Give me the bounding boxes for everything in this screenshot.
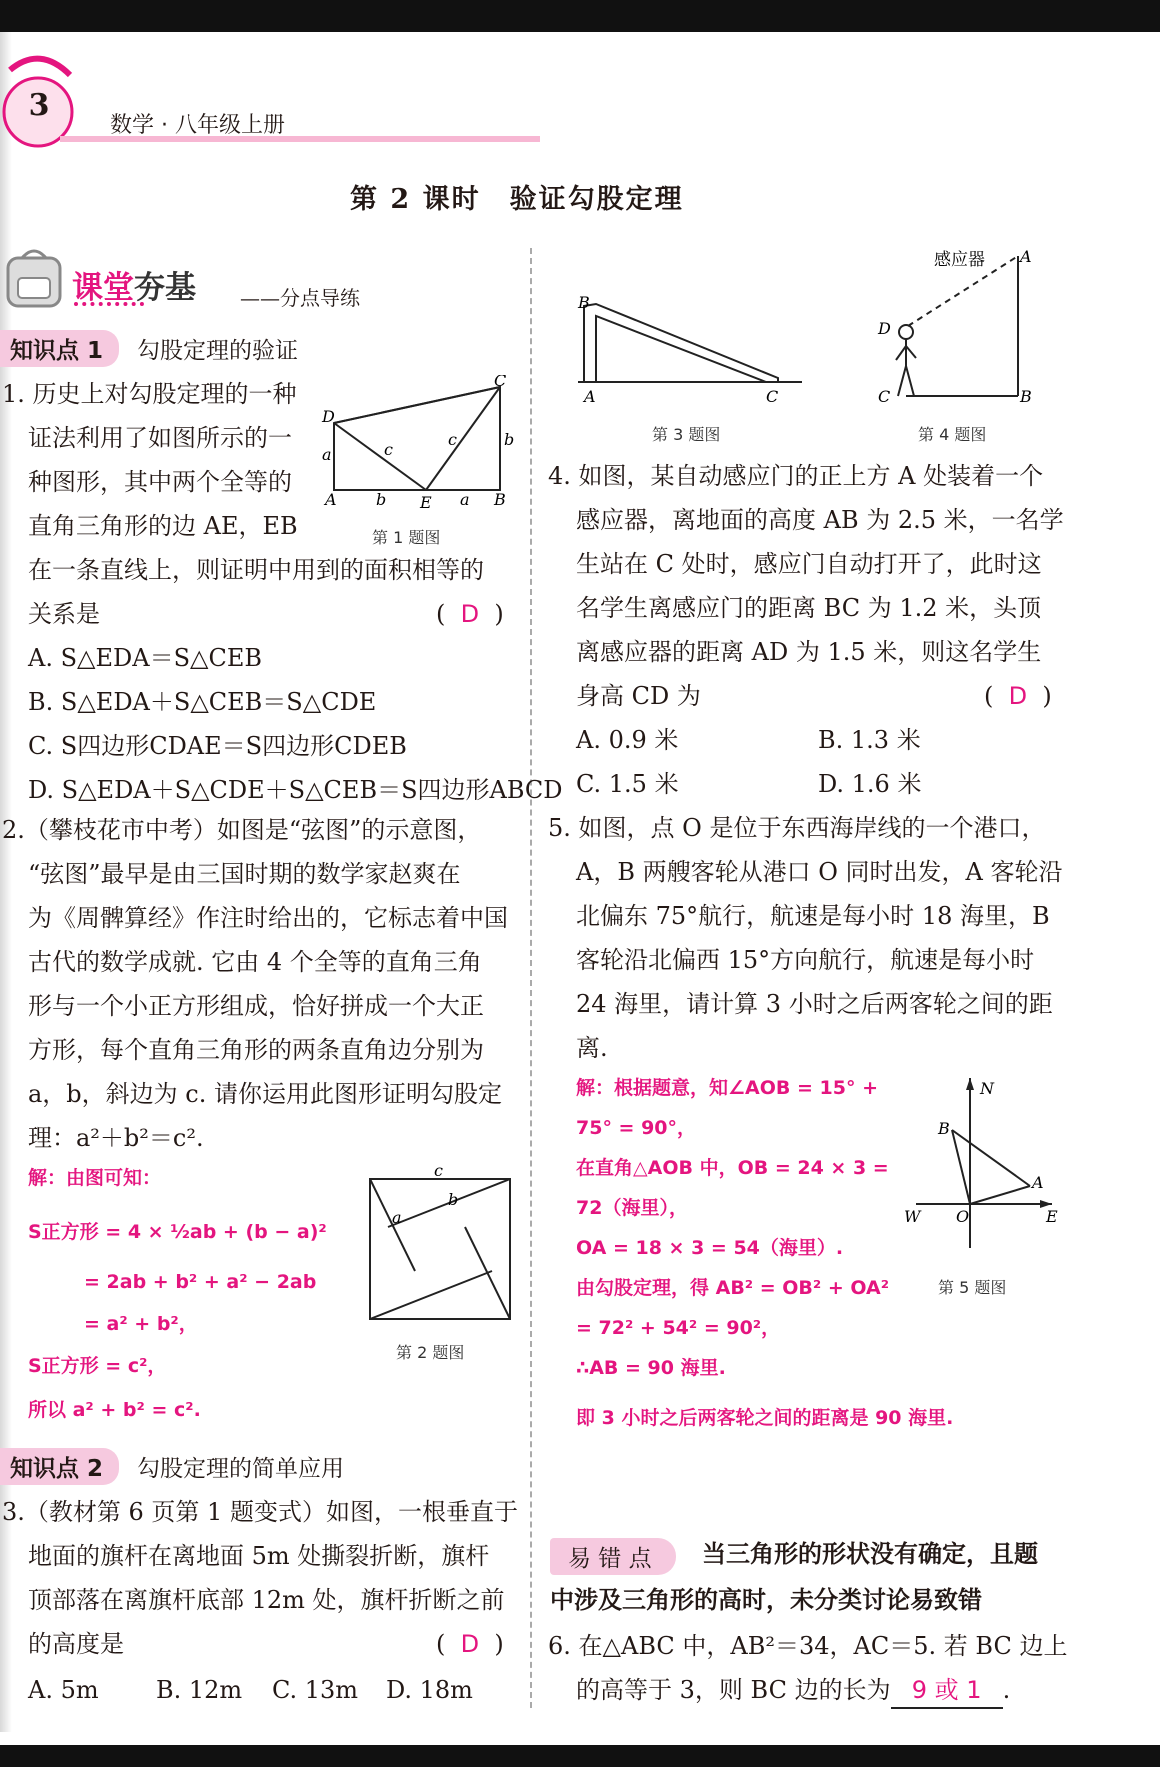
top-bar xyxy=(0,0,1160,32)
q1-option-c: C. S四边形CDAE＝S四边形CDEB xyxy=(28,732,407,760)
kp1-heading: 知识点 1 勾股定理的验证 xyxy=(0,330,298,367)
q5-caption: 第 5 题图 xyxy=(938,1278,1007,1297)
fig4-label-D: D xyxy=(878,319,891,338)
q5-line-5: 24 海里，请计算 3 小时之后两客轮之间的距 xyxy=(576,990,1053,1018)
q4-line-6: 身高 CD 为 xyxy=(576,682,701,710)
fig2-label-a: a xyxy=(392,1208,402,1227)
fig2-label-c: c xyxy=(434,1165,443,1180)
q2-solution-3: = 2ab + b² + a² − 2ab xyxy=(84,1271,317,1293)
q6-answer: 9 或 1 xyxy=(891,1673,1003,1709)
figure-2 xyxy=(362,1165,520,1325)
q4-line-1: 4. 如图，某自动感应门的正上方 A 处装着一个 xyxy=(548,462,1044,490)
fig1-label-a2: a xyxy=(460,490,470,509)
q2-solution-4: = a² + b²， xyxy=(84,1313,198,1335)
q2-line-4: 古代的数学成就. 它由 4 个全等的直角三角 xyxy=(28,948,482,976)
fig1-label-B: B xyxy=(494,490,506,509)
fig1-label-D: D xyxy=(322,407,335,426)
q6-line-2: 的高等于 3，则 BC 边的长为 9 或 1 . xyxy=(576,1668,1010,1712)
lesson-title: 第 2 课时 验证勾股定理 xyxy=(350,184,684,215)
q5-solution-8: ∴AB = 90 海里. xyxy=(576,1357,726,1379)
fig3-label-C: C xyxy=(766,387,779,406)
fig1-label-b2: b xyxy=(504,430,515,449)
q2-caption: 第 2 题图 xyxy=(396,1343,465,1362)
q5-line-3: 北偏东 75°航行，航速是每小时 18 海里，B xyxy=(576,902,1050,930)
error-point-text-2: 中涉及三角形的高时，未分类讨论易致错 xyxy=(550,1586,982,1614)
q1-option-d: D. S△EDA＋S△CDE＋S△CEB＝S四边形ABCD xyxy=(28,776,563,804)
q1-caption: 第 1 题图 xyxy=(372,528,441,547)
q2-line-5: 形与一个小正方形组成，恰好拼成一个大正 xyxy=(28,992,484,1020)
error-point-text-1: 当三角形的形状没有确定，且题 xyxy=(702,1540,1038,1568)
fig1-label-C: C xyxy=(494,375,507,390)
q1-option-b: B. S△EDA＋S△CEB＝S△CDE xyxy=(28,688,377,716)
q3-option-b: B. 12m xyxy=(156,1676,243,1704)
q5-solution-9: 即 3 小时之后两客轮之间的距离是 90 海里. xyxy=(576,1407,954,1429)
q4-line-5: 离感应器的距离 AD 为 1.5 米，则这名学生 xyxy=(576,638,1042,666)
fig1-label-A: A xyxy=(325,490,337,509)
q6-line-1: 6. 在△ABC 中，AB²＝34，AC＝5. 若 BC 边上 xyxy=(548,1632,1068,1660)
fig5-label-N: N xyxy=(980,1079,994,1098)
q1-option-a: A. S△EDA＝S△CEB xyxy=(28,644,262,672)
q3-option-d: D. 18m xyxy=(386,1676,473,1704)
q1-line-4: 直角三角形的边 AE，EB xyxy=(28,512,298,540)
column-divider xyxy=(530,248,532,1708)
error-point-badge: 易 错 点 xyxy=(550,1538,676,1575)
q2-solution-6: 所以 a² + b² = c². xyxy=(28,1399,201,1421)
q5-solution-2: 75° = 90°， xyxy=(576,1117,697,1139)
fig4-label-A: A xyxy=(1020,247,1032,266)
fig4-label-B: B xyxy=(1020,387,1032,406)
fig4-label-C: C xyxy=(878,387,891,406)
q3-line-1: 3.（教材第 6 页第 1 题变式）如图，一根垂直于 xyxy=(2,1498,518,1526)
q4-option-a: A. 0.9 米 xyxy=(576,726,679,754)
q2-solution-5: S正方形 = c²， xyxy=(28,1355,167,1377)
q3-option-a: A. 5m xyxy=(28,1676,99,1704)
section-subtitle: ——分点导练 xyxy=(240,286,360,310)
q2-line-1: 2.（攀枝花市中考）如图是“弦图”的示意图， xyxy=(2,816,482,844)
q1-line-2: 证法利用了如图所示的一 xyxy=(28,424,292,452)
fig4-label-sensor: 感应器 xyxy=(934,250,985,270)
q5-solution-3: 在直角△AOB 中，OB = 24 × 3 = xyxy=(576,1157,889,1179)
backpack-icon xyxy=(2,248,66,310)
fig5-label-E: E xyxy=(1046,1207,1058,1226)
figure-5 xyxy=(900,1070,1060,1260)
q1-line-5: 在一条直线上，则证明中用到的面积相等的 xyxy=(28,556,484,584)
q3-line-3: 顶部落在离旗杆底部 12m 处，旗杆折断之前 xyxy=(28,1586,505,1614)
q5-line-6: 离. xyxy=(576,1034,608,1062)
fig5-label-B: B xyxy=(938,1119,950,1138)
q5-line-4: 客轮沿北偏西 15°方向航行，航速是每小时 xyxy=(576,946,1035,974)
q2-line-8: 理：a²＋b²＝c². xyxy=(28,1124,204,1152)
q4-option-c: C. 1.5 米 xyxy=(576,770,679,798)
q3-caption: 第 3 题图 xyxy=(652,425,721,444)
q1-line-6: 关系是 xyxy=(28,600,100,628)
q3-line-2: 地面的旗杆在离地面 5m 处撕裂折断，旗杆 xyxy=(28,1542,490,1570)
q2-line-6: 方形，每个直角三角形的两条直角边分别为 xyxy=(28,1036,484,1064)
q3-line-4: 的高度是 xyxy=(28,1630,124,1658)
q4-answer: ( D ) xyxy=(984,682,1052,710)
fig5-label-W: W xyxy=(904,1207,921,1226)
bottom-bar xyxy=(0,1745,1160,1767)
book-title: 数学 · 八年级上册 xyxy=(110,113,285,138)
q4-line-4: 名学生离感应门的距离 BC 为 1.2 米，头顶 xyxy=(576,594,1042,622)
q5-solution-5: OA = 18 × 3 = 54（海里）. xyxy=(576,1237,844,1259)
fig3-label-A: A xyxy=(584,387,596,406)
q2-line-2: “弦图”最早是由三国时期的数学家赵爽在 xyxy=(28,860,461,888)
q2-solution-2: S正方形 = 4 × ½ab + (b − a)² xyxy=(28,1221,327,1243)
q2-solution-1: 解：由图可知： xyxy=(28,1167,162,1189)
fig2-label-b: b xyxy=(448,1190,459,1209)
section-title: 课堂夯基 xyxy=(72,270,196,306)
fig1-label-c1: c xyxy=(384,440,393,459)
q2-line-3: 为《周髀算经》作注时给出的，它标志着中国 xyxy=(28,904,508,932)
fig1-label-c2: c xyxy=(448,430,457,449)
q5-solution-4: 72（海里）， xyxy=(576,1197,688,1219)
q4-caption: 第 4 题图 xyxy=(918,425,987,444)
figure-4 xyxy=(870,240,1040,410)
fig5-label-A: A xyxy=(1032,1173,1044,1192)
q2-line-7: a，b，斜边为 c. 请你运用此图形证明勾股定 xyxy=(28,1080,502,1108)
q5-solution-1: 解：根据题意，知∠AOB = 15° + xyxy=(576,1077,878,1099)
kp2-heading: 知识点 2 勾股定理的简单应用 xyxy=(0,1448,344,1485)
fig3-label-B: B xyxy=(578,293,590,312)
q5-solution-7: = 72² + 54² = 90²， xyxy=(576,1317,781,1339)
q1-line-1: 1. 历史上对勾股定理的一种 xyxy=(2,380,297,408)
fig1-label-E: E xyxy=(420,493,432,512)
fig5-label-O: O xyxy=(956,1207,970,1226)
q1-answer: ( D ) xyxy=(436,600,504,628)
q4-line-2: 感应器，离地面的高度 AB 为 2.5 米，一名学 xyxy=(576,506,1064,534)
q5-line-2: A，B 两艘客轮从港口 O 同时出发，A 客轮沿 xyxy=(576,858,1063,886)
q4-option-b: B. 1.3 米 xyxy=(818,726,921,754)
q4-line-3: 生站在 C 处时，感应门自动打开了，此时这 xyxy=(576,550,1042,578)
q4-option-d: D. 1.6 米 xyxy=(818,770,922,798)
figure-3 xyxy=(570,290,810,408)
q1-line-3: 种图形，其中两个全等的 xyxy=(28,468,292,496)
section-underline xyxy=(74,302,144,306)
q5-solution-6: 由勾股定理，得 AB² = OB² + OA² xyxy=(576,1277,890,1299)
q3-option-c: C. 13m xyxy=(272,1676,359,1704)
q3-answer: ( D ) xyxy=(436,1630,504,1658)
fig1-label-a1: a xyxy=(322,445,332,464)
page-number: 3 xyxy=(28,88,50,123)
figure-1 xyxy=(320,375,520,515)
fig1-label-b1: b xyxy=(376,490,387,509)
q5-line-1: 5. 如图，点 O 是位于东西海岸线的一个港口， xyxy=(548,814,1046,842)
